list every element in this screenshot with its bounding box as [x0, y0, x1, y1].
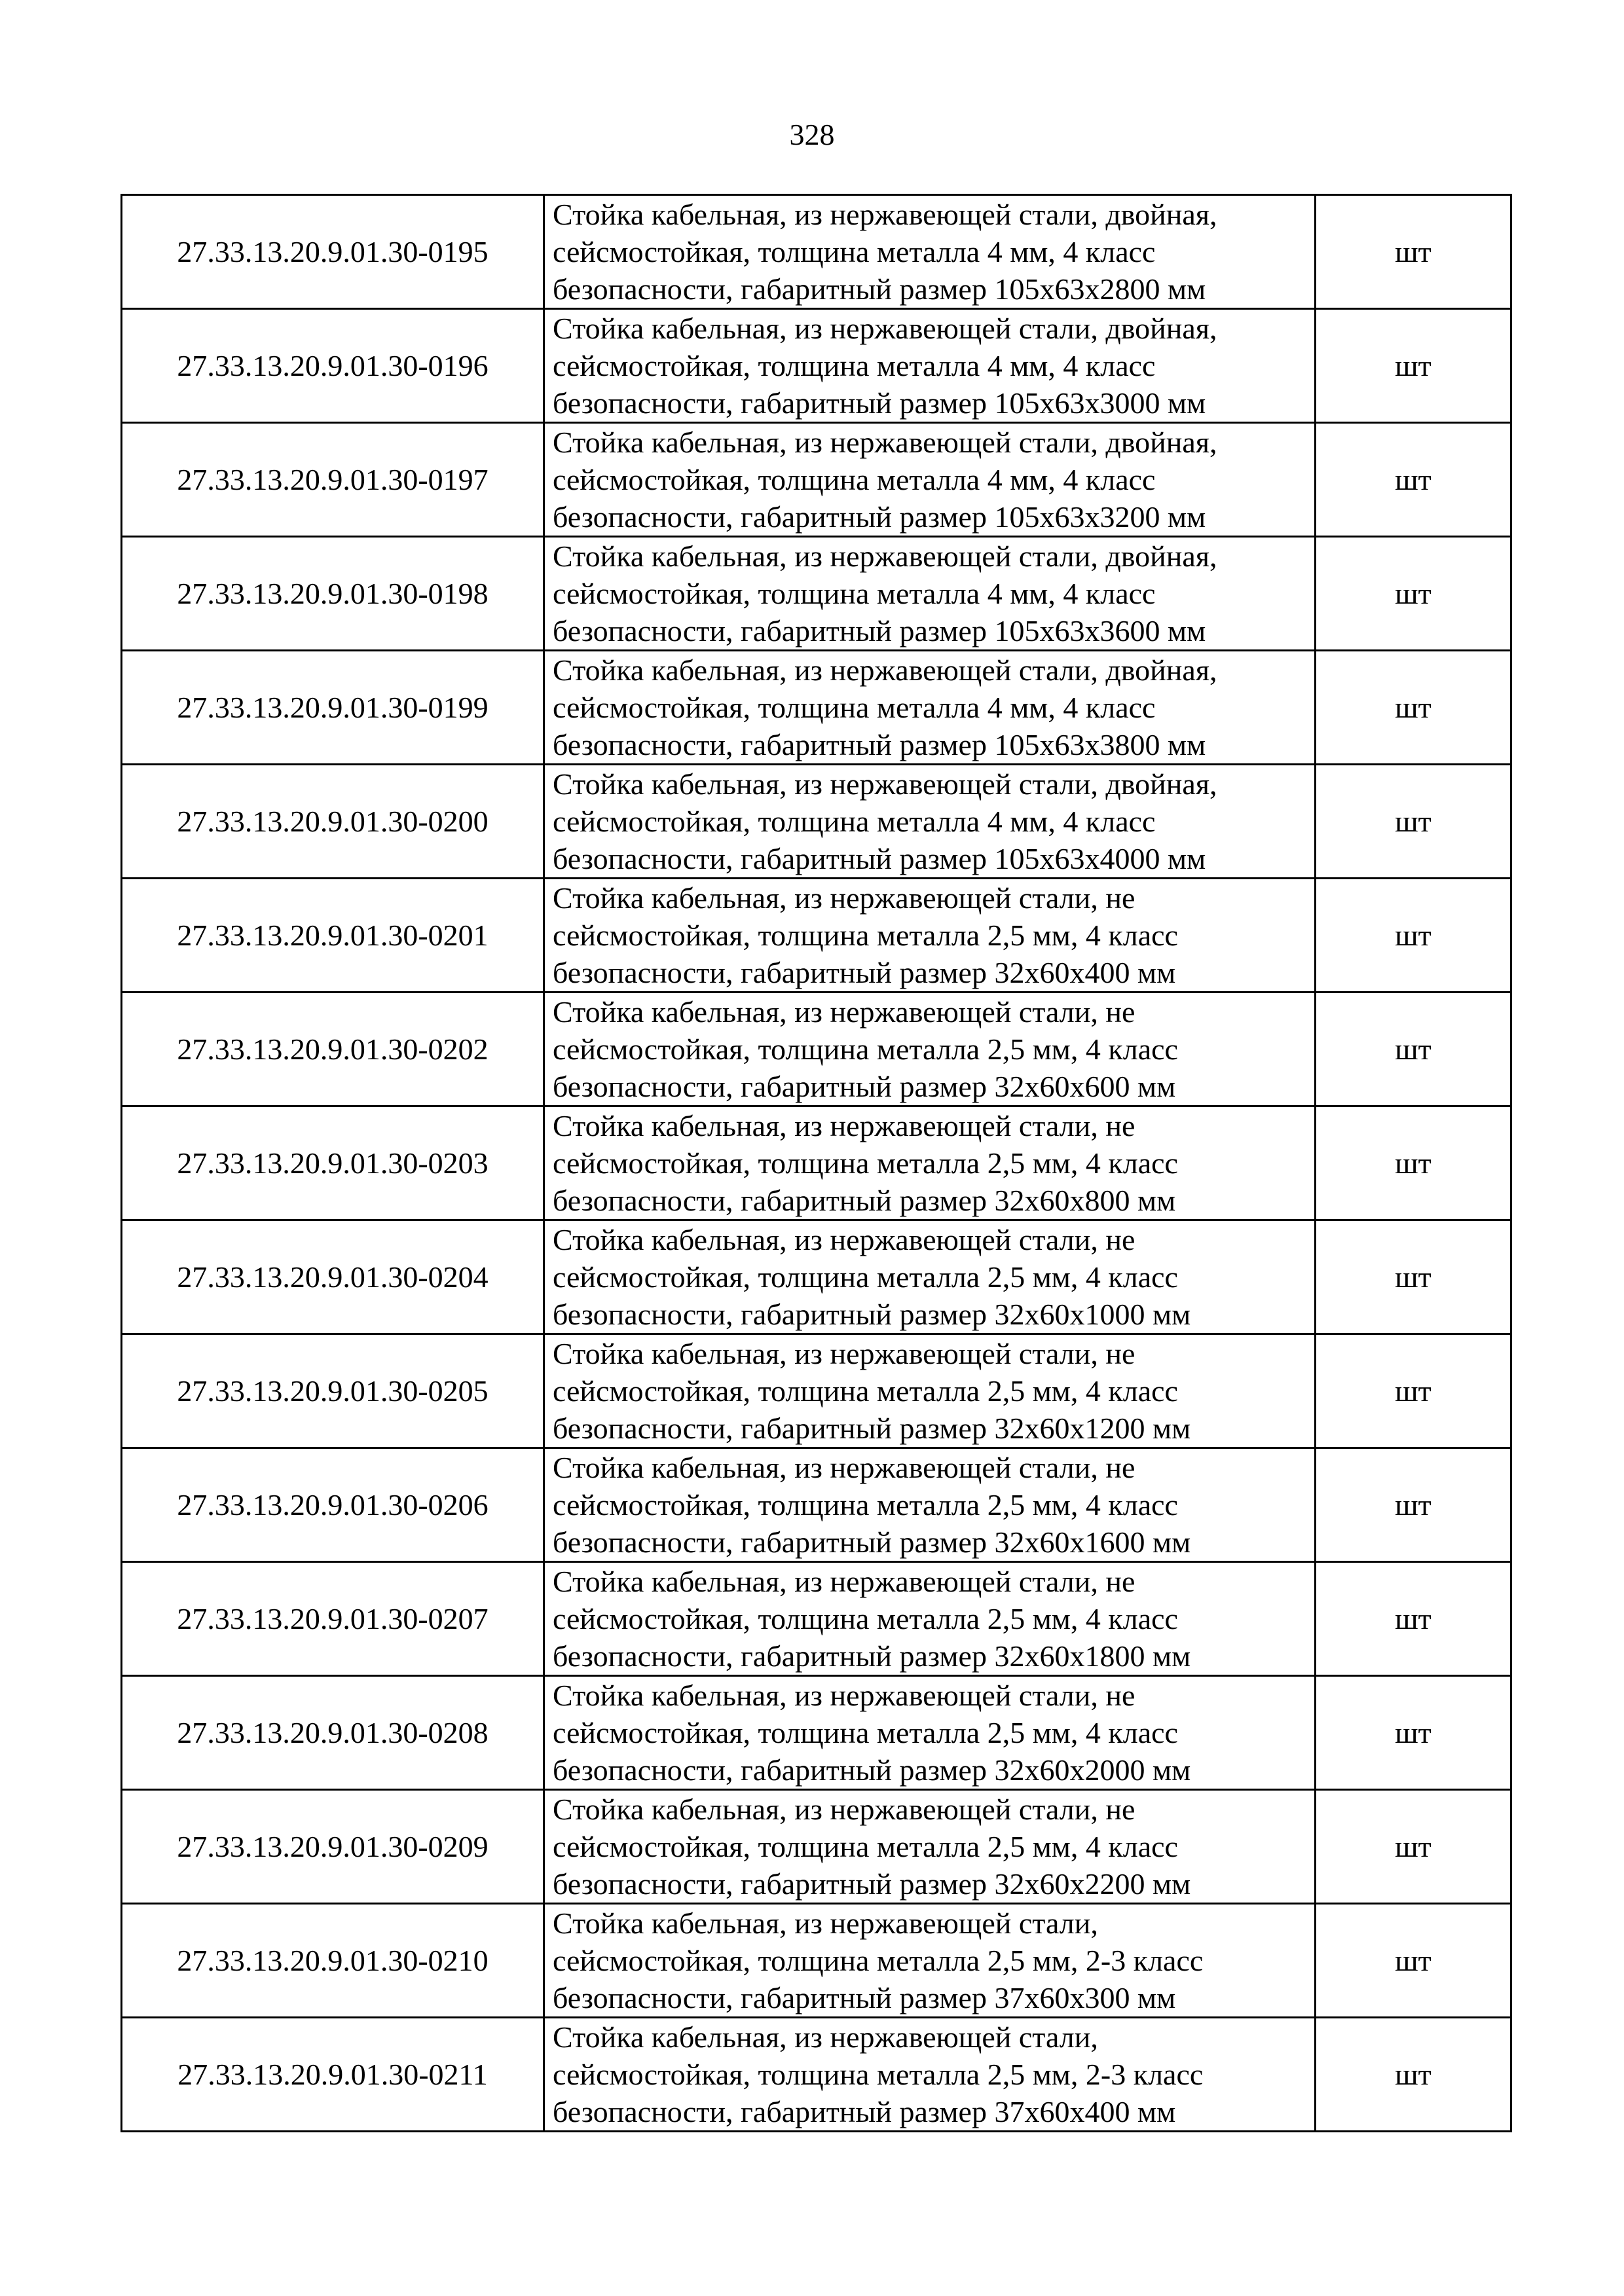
item-unit: шт: [1316, 651, 1511, 765]
item-code: 27.33.13.20.9.01.30-0198: [122, 537, 544, 651]
description-line: Стойка кабельная, из нержавеющей стали, не: [553, 1109, 1135, 1142]
description-line: Стойка кабельная, из нержавеющей стали, не: [553, 1679, 1135, 1712]
description-line: сейсмостойкая, толщина металла 2,5 мм, 4 класс: [553, 1830, 1178, 1863]
item-unit: шт: [1316, 1220, 1511, 1334]
description-line: Стойка кабельная, из нержавеющей стали, двойная,: [553, 653, 1217, 687]
description-line: безопасности, габаритный размер 32х60х1800 мм: [553, 1639, 1191, 1673]
description-line: сейсмостойкая, толщина металла 4 мм, 4 класс: [553, 577, 1156, 610]
item-code: 27.33.13.20.9.01.30-0206: [122, 1448, 544, 1562]
catalog-table: [120, 194, 1512, 2132]
table-row: [122, 993, 1511, 1106]
description-line: Стойка кабельная, из нержавеющей стали, не: [553, 1565, 1135, 1598]
item-unit: шт: [1316, 993, 1511, 1106]
description-line: Стойка кабельная, из нержавеющей стали, не: [553, 1451, 1135, 1484]
item-code: 27.33.13.20.9.01.30-0199: [122, 651, 544, 765]
item-code: 27.33.13.20.9.01.30-0210: [122, 1904, 544, 2018]
table-row: [122, 1676, 1511, 1790]
item-code: 27.33.13.20.9.01.30-0208: [122, 1676, 544, 1790]
description-line: Стойка кабельная, из нержавеющей стали, двойная,: [553, 539, 1217, 573]
description-line: безопасности, габаритный размер 105х63х3800 мм: [553, 728, 1206, 761]
table-row: [122, 879, 1511, 993]
table-row: [122, 765, 1511, 879]
item-code: 27.33.13.20.9.01.30-0205: [122, 1334, 544, 1448]
item-unit: шт: [1316, 423, 1511, 537]
description-line: безопасности, габаритный размер 37х60х400 мм: [553, 2095, 1176, 2128]
item-description: [544, 651, 1316, 765]
table-row: [122, 1790, 1511, 1904]
item-unit: шт: [1316, 1904, 1511, 2018]
catalog-table-body: [122, 195, 1511, 2132]
item-description: [544, 309, 1316, 423]
description-line: сейсмостойкая, толщина металла 2,5 мм, 4 класс: [553, 919, 1178, 952]
item-code: 27.33.13.20.9.01.30-0209: [122, 1790, 544, 1904]
description-line: сейсмостойкая, толщина металла 4 мм, 4 класс: [553, 805, 1156, 838]
item-unit: шт: [1316, 1790, 1511, 1904]
item-unit: шт: [1316, 195, 1511, 309]
item-description: [544, 1676, 1316, 1790]
description-line: Стойка кабельная, из нержавеющей стали, не: [553, 995, 1135, 1029]
description-line: сейсмостойкая, толщина металла 2,5 мм, 4 класс: [553, 1260, 1178, 1294]
table-row: [122, 1562, 1511, 1676]
table-row: [122, 1106, 1511, 1220]
description-line: безопасности, габаритный размер 105х63х2800 мм: [553, 272, 1206, 306]
description-line: сейсмостойкая, толщина металла 2,5 мм, 4 класс: [553, 1488, 1178, 1522]
table-row: [122, 537, 1511, 651]
item-code: 27.33.13.20.9.01.30-0195: [122, 195, 544, 309]
item-unit: шт: [1316, 1562, 1511, 1676]
description-line: безопасности, габаритный размер 105х63х3200 мм: [553, 500, 1206, 534]
description-line: Стойка кабельная, из нержавеющей стали, не: [553, 881, 1135, 915]
table-row: [122, 651, 1511, 765]
item-description: [544, 765, 1316, 879]
description-line: безопасности, габаритный размер 32х60х800 мм: [553, 1184, 1176, 1217]
item-description: [544, 879, 1316, 993]
table-row: [122, 1904, 1511, 2018]
description-line: сейсмостойкая, толщина металла 4 мм, 4 класс: [553, 463, 1156, 496]
table-row: [122, 2018, 1511, 2132]
description-line: безопасности, габаритный размер 105х63х3000 мм: [553, 386, 1206, 420]
item-code: 27.33.13.20.9.01.30-0196: [122, 309, 544, 423]
description-line: Стойка кабельная, из нержавеющей стали, не: [553, 1223, 1135, 1256]
description-line: безопасности, габаритный размер 105х63х3600 мм: [553, 614, 1206, 647]
item-unit: шт: [1316, 879, 1511, 993]
description-line: сейсмостойкая, толщина металла 2,5 мм, 2-3 класс: [553, 1944, 1204, 1977]
item-code: 27.33.13.20.9.01.30-0211: [122, 2018, 544, 2132]
description-line: Стойка кабельная, из нержавеющей стали, двойная,: [553, 198, 1217, 231]
description-line: безопасности, габаритный размер 32х60х1200 мм: [553, 1412, 1191, 1445]
item-description: [544, 1790, 1316, 1904]
item-description: [544, 1334, 1316, 1448]
item-code: 27.33.13.20.9.01.30-0207: [122, 1562, 544, 1676]
description-line: безопасности, габаритный размер 32х60х1600 мм: [553, 1525, 1191, 1559]
description-line: безопасности, габаритный размер 37х60х300 мм: [553, 1981, 1176, 2014]
item-unit: шт: [1316, 309, 1511, 423]
description-line: безопасности, габаритный размер 105х63х4000 мм: [553, 842, 1206, 875]
description-line: сейсмостойкая, толщина металла 2,5 мм, 4 класс: [553, 1716, 1178, 1749]
item-code: 27.33.13.20.9.01.30-0197: [122, 423, 544, 537]
table-row: [122, 1448, 1511, 1562]
item-code: 27.33.13.20.9.01.30-0204: [122, 1220, 544, 1334]
description-line: безопасности, габаритный размер 32х60х2200 мм: [553, 1867, 1191, 1901]
item-code: 27.33.13.20.9.01.30-0203: [122, 1106, 544, 1220]
description-line: безопасности, габаритный размер 32х60х2000 мм: [553, 1753, 1191, 1787]
table-row: [122, 309, 1511, 423]
description-line: Стойка кабельная, из нержавеющей стали, не: [553, 1793, 1135, 1826]
item-unit: шт: [1316, 1106, 1511, 1220]
description-line: Стойка кабельная, из нержавеющей стали,: [553, 1906, 1098, 1940]
description-line: безопасности, габаритный размер 32х60х600 мм: [553, 1070, 1176, 1103]
item-description: [544, 537, 1316, 651]
description-line: безопасности, габаритный размер 32х60х1000 мм: [553, 1298, 1191, 1331]
item-description: [544, 1448, 1316, 1562]
item-unit: шт: [1316, 765, 1511, 879]
item-description: [544, 2018, 1316, 2132]
description-line: Стойка кабельная, из нержавеющей стали, двойная,: [553, 426, 1217, 459]
description-line: сейсмостойкая, толщина металла 2,5 мм, 4 класс: [553, 1146, 1178, 1180]
item-code: 27.33.13.20.9.01.30-0202: [122, 993, 544, 1106]
description-line: Стойка кабельная, из нержавеющей стали,: [553, 2020, 1098, 2054]
table-row: [122, 195, 1511, 309]
description-line: сейсмостойкая, толщина металла 4 мм, 4 класс: [553, 691, 1156, 724]
description-line: сейсмостойкая, толщина металла 4 мм, 4 класс: [553, 349, 1156, 382]
item-code: 27.33.13.20.9.01.30-0201: [122, 879, 544, 993]
page-number: 328: [789, 118, 835, 151]
item-description: [544, 1904, 1316, 2018]
description-line: Стойка кабельная, из нержавеющей стали, двойная,: [553, 312, 1217, 345]
description-line: сейсмостойкая, толщина металла 2,5 мм, 4 класс: [553, 1374, 1178, 1408]
description-line: сейсмостойкая, толщина металла 4 мм, 4 класс: [553, 235, 1156, 268]
table-row: [122, 423, 1511, 537]
item-description: [544, 1562, 1316, 1676]
item-unit: шт: [1316, 2018, 1511, 2132]
item-description: [544, 423, 1316, 537]
item-unit: шт: [1316, 537, 1511, 651]
description-line: сейсмостойкая, толщина металла 2,5 мм, 4 класс: [553, 1602, 1178, 1635]
item-unit: шт: [1316, 1448, 1511, 1562]
item-description: [544, 1106, 1316, 1220]
item-description: [544, 993, 1316, 1106]
description-line: сейсмостойкая, толщина металла 2,5 мм, 2-3 класс: [553, 2058, 1204, 2091]
item-unit: шт: [1316, 1676, 1511, 1790]
description-line: Стойка кабельная, из нержавеющей стали, не: [553, 1337, 1135, 1370]
description-line: Стойка кабельная, из нержавеющей стали, двойная,: [553, 767, 1217, 801]
item-description: [544, 1220, 1316, 1334]
item-description: [544, 195, 1316, 309]
item-code: 27.33.13.20.9.01.30-0200: [122, 765, 544, 879]
description-line: сейсмостойкая, толщина металла 2,5 мм, 4 класс: [553, 1032, 1178, 1066]
table-row: [122, 1334, 1511, 1448]
description-line: безопасности, габаритный размер 32х60х400 мм: [553, 956, 1176, 989]
table-row: [122, 1220, 1511, 1334]
item-unit: шт: [1316, 1334, 1511, 1448]
